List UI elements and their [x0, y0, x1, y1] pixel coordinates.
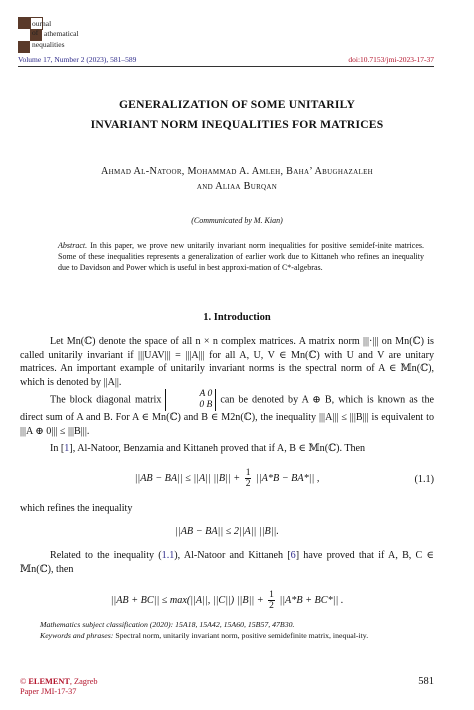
- eq3-right: ||A*B + BC*|| .: [279, 594, 344, 606]
- p2-text-c: direct sum of A and B. For A ∈ Mn(ℂ) and B ∈ M2n(ℂ), the inequality |||A||| ≤ |||B||| is equivalent to |||A ⊕ 0||| ≤ |||B|||.: [20, 412, 434, 437]
- p5-text-a: Related to the inequality (: [50, 550, 162, 561]
- logo-line-inequalities: nequalities: [32, 40, 65, 49]
- abstract-text: In this paper, we prove new unitarily invariant norm inequalities for positive semidef-inite matrices. Some of these inequalities represents a generalization of earlier work due to Kittaneh who refines an inequality due to Davidson and Power which is useful in best approxi-mation of C*-algebras.: [58, 241, 424, 272]
- abstract-label: Abstract.: [58, 241, 88, 250]
- paper-title-line-1: GENERALIZATION OF SOME UNITARILY: [118, 98, 356, 111]
- eq3-frac-num: 1: [269, 590, 274, 600]
- eq3-left: ||AB + BC|| ≤ max(||A||, ||C||) ||B|| +: [110, 594, 264, 606]
- logo-line-journal: ournal of: [32, 19, 52, 37]
- eq1-frac-den: 2: [245, 479, 251, 489]
- abstract: [58, 240, 424, 273]
- block-diagonal-matrix: [165, 389, 216, 411]
- intro-paragraph-1: Let Mn(ℂ) denote the space of all n × n complex matrices. A matrix norm |||·||| on Mn(ℂ) is called unitarily invariant if |||UAV||| = |||A||| for all A, U, V ∈ Mn(ℂ) with U and V are unitary matrices. An important example of unitarily invariant norms is the spectral norm of A ∈ 𝕄n(ℂ), which is denoted by ||A||.: [20, 336, 434, 388]
- eq1-fraction: [245, 468, 252, 489]
- p5-text-c: ] have proved that if A, B, C ∈ 𝕄n(ℂ), then: [20, 550, 434, 575]
- intro-paragraph-2: [20, 389, 434, 438]
- paper-id: Paper JMI-17-37: [20, 687, 77, 696]
- equation-number-1-1: (1.1): [414, 474, 434, 485]
- eq1-frac-num: 1: [245, 468, 251, 478]
- equation-3: [20, 590, 434, 611]
- msc-footnote: [20, 620, 434, 631]
- publisher-logo: ELEMENT: [28, 677, 70, 686]
- eq3-frac-den: 2: [269, 601, 274, 611]
- p2-text-a: The block diagonal matrix: [50, 394, 162, 406]
- keywords-footnote: [20, 631, 434, 642]
- matrix-row-1: A 0: [199, 389, 213, 399]
- matrix-row-2: 0 B: [199, 400, 213, 410]
- msc-text: Mathematics subject classification (2020): 15A18, 15A42, 15A60, 15B57, 47B30.: [40, 620, 295, 629]
- intro-paragraph-3: [20, 442, 434, 456]
- equation-1-1: [20, 468, 434, 489]
- logo-square-icon: [18, 17, 30, 29]
- authors-line-2: and Aliaa Burqan: [196, 181, 278, 192]
- volume-info: Volume 17, Number 2 (2023), 581–589: [18, 55, 137, 64]
- doi-link[interactable]: doi:10.7153/jmi-2023-17-37: [348, 55, 434, 64]
- p3-text-pre: In [: [50, 443, 65, 454]
- equation-ref-link[interactable]: 1.1: [161, 550, 175, 561]
- page-number: 581: [418, 676, 434, 687]
- citation-link-1[interactable]: 1: [64, 443, 70, 454]
- communicated-by: (Communicated by M. Kian): [191, 216, 283, 225]
- publisher-footer: [20, 677, 98, 697]
- citation-link-6[interactable]: 6: [290, 550, 296, 561]
- intro-paragraph-5: [20, 549, 434, 576]
- equation-2: ||AB − BA|| ≤ 2||A|| ||B||.: [175, 526, 279, 537]
- keywords-text: Spectral norm, unitarily invariant norm, positive semidefinite matrix, inequal-ity.: [115, 631, 369, 640]
- eq3-fraction: [268, 590, 275, 611]
- logo-square-icon: [18, 41, 30, 53]
- header-rule: [18, 66, 434, 67]
- paper-title-line-2: INVARIANT NORM INEQUALITIES FOR MATRICES: [90, 118, 384, 131]
- logo-line-mathematical: athematical: [44, 29, 79, 38]
- authors-line-1: Ahmad Al-Natoor, Mohammad A. Amleh, Baha’ Abughazaleh: [100, 166, 374, 177]
- eq1-right: ||A*B − BA*|| ,: [256, 472, 320, 484]
- p5-text-b: ), Al-Natoor and Kittaneh [: [174, 550, 291, 561]
- copyright-icon: ©: [20, 677, 27, 686]
- eq1-left: ||AB − BA|| ≤ ||A|| ||B|| +: [134, 472, 241, 484]
- p3-text-post: ], Al-Natoor, Benzamia and Kittaneh proved that if A, B ∈ 𝕄n(ℂ). Then: [69, 443, 366, 454]
- intro-paragraph-4: which refines the inequality: [20, 503, 133, 514]
- p2-text-b: can be denoted by A ⊕ B, which is known as the: [220, 394, 434, 406]
- section-heading-introduction: 1. Introduction: [203, 312, 271, 323]
- keywords-label: Keywords and phrases:: [40, 631, 114, 640]
- publisher-city: , Zagreb: [69, 677, 98, 686]
